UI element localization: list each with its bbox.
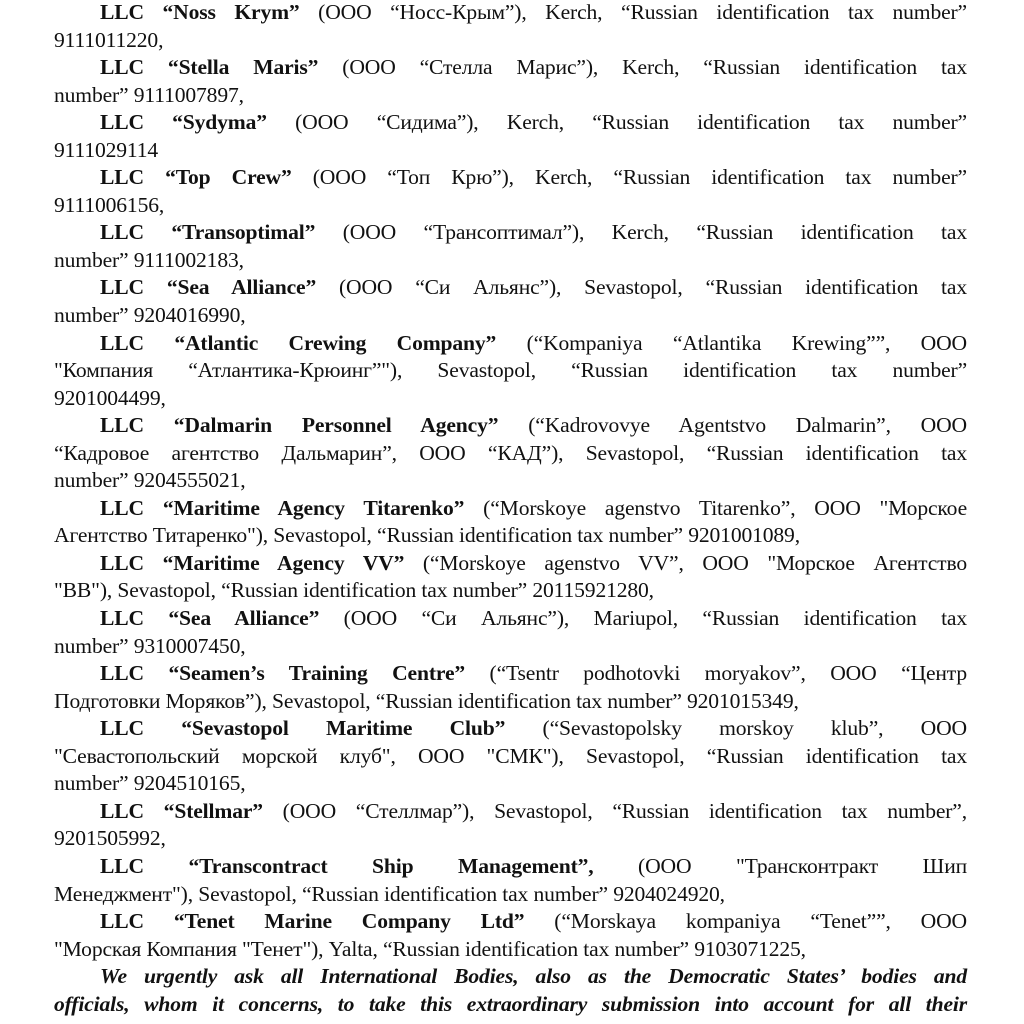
entry-line bbox=[54, 688, 967, 716]
entry-text: 9201004499, bbox=[54, 385, 166, 410]
entry-first-line bbox=[54, 219, 967, 247]
company-name: LLC “Sea Alliance” bbox=[100, 275, 317, 300]
entry-text: (“Tsentr podhotovki moryakov”, ООО “Центр bbox=[465, 661, 968, 686]
entry-line bbox=[54, 633, 967, 661]
closing-paragraph bbox=[54, 963, 967, 1018]
entry-first-line bbox=[54, 54, 967, 82]
company-list bbox=[54, 0, 967, 1018]
company-entry bbox=[54, 908, 967, 963]
company-entry bbox=[54, 853, 967, 908]
entry-line bbox=[54, 440, 967, 468]
entry-text: "Севастопольский морской клуб", ООО "СМК"), Sevastopol, “Russian identification tax bbox=[54, 743, 967, 768]
entry-first-line bbox=[54, 412, 967, 440]
entry-text: "ВВ"), Sevastopol, “Russian identification tax number” 20115921280, bbox=[54, 578, 654, 603]
company-name: LLC “Top Crew” bbox=[100, 165, 292, 190]
company-name: LLC “Stellmar” bbox=[100, 798, 263, 823]
entry-line bbox=[54, 247, 967, 275]
entry-text: (ООО “Носс-Крым”), Kerch, “Russian identification tax number” bbox=[299, 0, 967, 24]
entry-text: Агентство Титаренко"), Sevastopol, “Russian identification tax number” 9201001089, bbox=[54, 523, 800, 548]
entry-line bbox=[54, 936, 967, 964]
entry-text: (ООО “Трансоптимал”), Kerch, “Russian identification tax bbox=[315, 220, 967, 245]
company-name: LLC “Transcontract Ship Management”, bbox=[100, 853, 594, 878]
entry-text: number” 9204555021, bbox=[54, 468, 246, 493]
entry-first-line bbox=[54, 715, 967, 743]
entry-text: (ООО "Трансконтракт Шип bbox=[593, 853, 968, 878]
entry-text: "Морская Компания "Тенет"), Yalta, “Russian identification tax number” 9103071225, bbox=[54, 936, 806, 961]
entry-first-line bbox=[54, 0, 967, 27]
entry-text: "Компания “Атлантика-Крюинг”"), Sevastopol, “Russian identification tax number” bbox=[54, 358, 967, 383]
company-entry bbox=[54, 660, 967, 715]
entry-text: (“Sevastopolsky morskoy klub”, ООО bbox=[505, 716, 967, 741]
entry-line bbox=[54, 302, 967, 330]
entry-text: “Кадровое агентство Дальмарин”, ООО “КАД”), Sevastopol, “Russian identification tax bbox=[54, 440, 967, 465]
entry-first-line bbox=[54, 495, 967, 523]
entry-first-line bbox=[54, 550, 967, 578]
company-name: LLC “Stella Maris” bbox=[100, 55, 319, 80]
company-entry bbox=[54, 605, 967, 660]
entry-line bbox=[54, 577, 967, 605]
company-name: LLC “Transoptimal” bbox=[100, 220, 316, 245]
entry-first-line bbox=[54, 274, 967, 302]
company-entry bbox=[54, 798, 967, 853]
entry-text: 9111006156, bbox=[54, 192, 165, 217]
entry-line bbox=[54, 137, 967, 165]
entry-line bbox=[54, 192, 967, 220]
company-entry bbox=[54, 495, 967, 550]
entry-line bbox=[54, 770, 967, 798]
entry-text: (“Morskoye agenstvo VV”, ООО "Морское Агентство bbox=[404, 550, 967, 575]
entry-text: 9111029114 bbox=[54, 137, 159, 162]
entry-text: number” 9111007897, bbox=[54, 82, 244, 107]
company-entry bbox=[54, 54, 967, 109]
company-entry bbox=[54, 109, 967, 164]
company-entry bbox=[54, 274, 967, 329]
entry-text: Менеджмент"), Sevastopol, “Russian identification tax number” 9204024920, bbox=[54, 881, 725, 906]
entry-text: number” 9204510165, bbox=[54, 771, 246, 796]
entry-line bbox=[54, 522, 967, 550]
company-name: LLC “Noss Krym” bbox=[100, 0, 300, 24]
company-name: LLC “Tenet Marine Company Ltd” bbox=[100, 909, 525, 934]
entry-first-line bbox=[54, 109, 967, 137]
entry-text: (“Morskaya kompaniya “Tenet””, ООО bbox=[524, 909, 967, 934]
company-name: LLC “Dalmarin Personnel Agency” bbox=[100, 413, 499, 438]
entry-text: 9111011220, bbox=[54, 27, 164, 52]
company-entry bbox=[54, 164, 967, 219]
entry-text: number” 9111002183, bbox=[54, 247, 244, 272]
entry-text: number” 9310007450, bbox=[54, 633, 246, 658]
entry-text: number” 9204016990, bbox=[54, 303, 246, 328]
entry-line bbox=[54, 743, 967, 771]
company-entry bbox=[54, 550, 967, 605]
entry-line bbox=[54, 385, 967, 413]
entry-line bbox=[54, 881, 967, 909]
company-name: LLC “Sydyma” bbox=[100, 110, 267, 135]
entry-text: (“Kompaniya “Atlantika Krewing””, ООО bbox=[496, 330, 967, 355]
entry-first-line bbox=[54, 908, 967, 936]
company-entry bbox=[54, 330, 967, 413]
company-name: LLC “Sea Alliance” bbox=[100, 606, 320, 631]
company-entry bbox=[54, 715, 967, 798]
company-entry bbox=[54, 219, 967, 274]
entry-line bbox=[54, 357, 967, 385]
entry-text: Подготовки Моряков”), Sevastopol, “Russian identification tax number” 9201015349, bbox=[54, 688, 799, 713]
entry-text: (ООО “Сидима”), Kerch, “Russian identification tax number” bbox=[266, 110, 967, 135]
entry-first-line bbox=[54, 330, 967, 358]
entry-line bbox=[54, 825, 967, 853]
entry-line bbox=[54, 27, 967, 55]
document-page bbox=[54, 0, 967, 1018]
entry-text: 9201505992, bbox=[54, 826, 166, 851]
entry-first-line bbox=[54, 164, 967, 192]
closing-line: We urgently ask all International Bodies, also as the Democratic States’ bodies and bbox=[100, 964, 967, 989]
entry-text: (ООО “Си Альянс”), Mariupol, “Russian identification tax bbox=[319, 606, 967, 631]
entry-first-line bbox=[54, 605, 967, 633]
entry-text: (ООО “Стелла Марис”), Kerch, “Russian identification tax bbox=[318, 55, 967, 80]
closing-line: officials, whom it concerns, to take this extraordinary submission into account for all their bbox=[54, 991, 967, 1016]
company-entry bbox=[54, 412, 967, 495]
company-name: LLC “Maritime Agency VV” bbox=[100, 550, 405, 575]
company-name: LLC “Seamen’s Training Centre” bbox=[100, 661, 466, 686]
entry-text: (“Kadrovovye Agentstvo Dalmarin”, ООО bbox=[498, 413, 967, 438]
entry-text: (ООО “Си Альянс”), Sevastopol, “Russian identification tax bbox=[316, 275, 967, 300]
entry-line bbox=[54, 82, 967, 110]
entry-text: (ООО “Топ Крю”), Kerch, “Russian identification tax number” bbox=[291, 165, 967, 190]
entry-first-line bbox=[54, 798, 967, 826]
company-entry bbox=[54, 0, 967, 54]
entry-line bbox=[54, 467, 967, 495]
entry-first-line bbox=[54, 853, 967, 881]
company-name: LLC “Maritime Agency Titarenko” bbox=[100, 495, 465, 520]
entry-text: (ООО “Стеллмар”), Sevastopol, “Russian identification tax number”, bbox=[262, 798, 967, 823]
entry-text: (“Morskoye agenstvo Titarenko”, ООО "Морское bbox=[464, 495, 968, 520]
entry-first-line bbox=[54, 660, 967, 688]
company-name: LLC “Sevastopol Maritime Club” bbox=[100, 716, 506, 741]
company-name: LLC “Atlantic Crewing Company” bbox=[100, 330, 497, 355]
